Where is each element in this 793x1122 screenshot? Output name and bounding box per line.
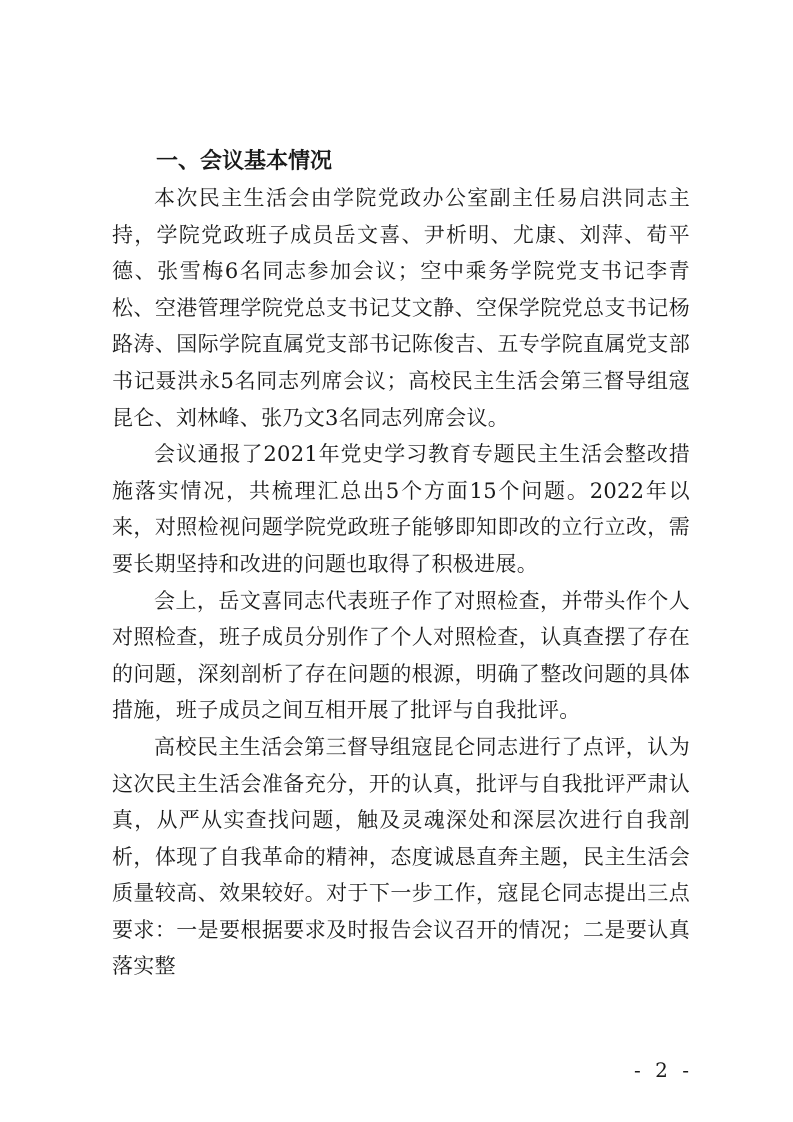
page-number: - 2 - [634, 1058, 693, 1082]
section-heading: 一、会议基本情况 [156, 149, 333, 174]
paragraph-supervisor-review: 高校民主生活会第三督导组寇昆仑同志进行了点评，认为这次民主生活会准备充分，开的认真，批评与自我批评严肃认真，从严从实查找问题，触及灵魂深处和深层次进行自我剖析，体现了自我革命的精神，态度诚恳直奔主题，民主生活会质量较高、效果较好。对于下一步工作，寇昆仑同志提出三点要求：一是要根据要求及时报告会议召开的情况；二是要认真落实整 [112, 734, 690, 979]
paragraph-attendance: 本次民主生活会由学院党政办公室副主任易启洪同志主持，学院党政班子成员岳文喜、尹析明、尤康、刘萍、荀平德、张雪梅6名同志参加会议；空中乘务学院党支书记李青松、空港管理学院党总支书记艾文静、空保学院党总支书记杨路涛、国际学院直属党支部书记陈俊吉、五专学院直属党支部书记聂洪永5名同志列席会议；高校民主生活会第三督导组寇昆仑、刘林峰、张乃文3名同志列席会议。 [112, 186, 690, 430]
paragraph-rectification-report: 会议通报了2021年党史学习教育专题民主生活会整改措施落实情况，共梳理汇总出5个方面15个问题。2022年以来，对照检视问题学院党政班子能够即知即改的立行立改，需要长期坚持和改进的问题也取得了积极进展。 [112, 442, 690, 576]
document-body [112, 144, 690, 985]
paragraph-self-criticism: 会上，岳文喜同志代表班子作了对照检查，并带头作个人对照检查，班子成员分别作了个人对照检查，认真查摆了存在的问题，深刻剖析了存在问题的根源，明确了整改问题的具体措施，班子成员之间互相开展了批评与自我批评。 [112, 588, 690, 723]
